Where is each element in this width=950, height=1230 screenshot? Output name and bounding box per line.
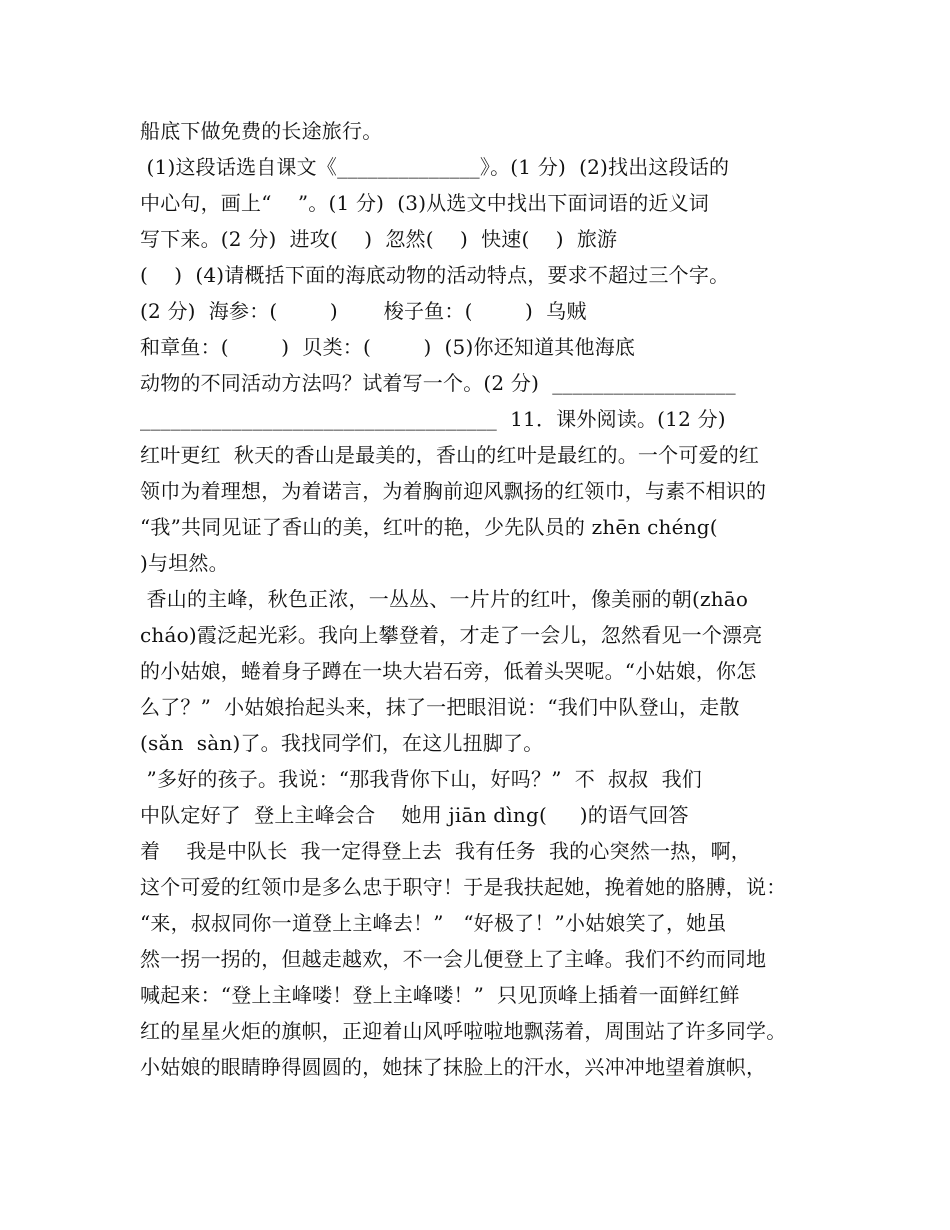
text-line: 香山的主峰，秋色正浓，一丛丛、一片片的红叶，像美丽的朝(zhāo (140, 587, 749, 611)
text-line: cháo)霞泛起光彩。我向上攀登着，才走了一会儿，忽然看见一个漂亮 (140, 623, 763, 647)
text-line: 喊起来：“登上主峰喽！登上主峰喽！” 只见顶峰上插着一面鲜红鲜 (140, 983, 740, 1007)
text-line: (2 分) 海参：( ) 梭子鱼：( ) 乌贼 (140, 299, 587, 323)
text-line: 领巾为着理想，为着诺言，为着胸前迎风飘扬的红领巾，与素不相识的 (140, 479, 767, 503)
text-line: (1)这段话选自课文《______________》。(1 分) (2)找出这段话的 (140, 155, 730, 179)
text-line: 和章鱼：( ) 贝类：( ) (5)你还知道其他海底 (140, 335, 636, 359)
text-line: 小姑娘的眼睛睁得圆圆的，她抹了抹脸上的汗水，兴冲冲地望着旗帜， (140, 1055, 767, 1079)
text-line: ”多好的孩子。我说：“那我背你下山，好吗？” 不 叔叔 我们 (140, 767, 702, 791)
text-line: 然一拐一拐的，但越走越欢，不一会儿便登上了主峰。我们不约而同地 (140, 947, 767, 971)
text-line: 么了？” 小姑娘抬起头来，抹了一把眼泪说：“我们中队登山，走散 (140, 695, 740, 719)
text-line: 中心句，画上“ ”。(1 分) (3)从选文中找出下面词语的近义词 (140, 191, 710, 215)
text-line: 红的星星火炬的旗帜，正迎着山风呼啦啦地飘荡着，周围站了许多同学。 (140, 1019, 787, 1043)
text-line: )与坦然。 (140, 551, 229, 575)
text-line: 的小姑娘，蜷着身子蹲在一块大岩石旁，低着头哭呢。“小姑娘，你怎 (140, 659, 757, 683)
text-line: 动物的不同活动方法吗？试着写一个。(2 分) __________________ (140, 371, 736, 395)
text-line: (sǎn sàn)了。我找同学们，在这儿扭脚了。 (140, 731, 544, 755)
text-line: 红叶更红 秋天的香山是最美的，香山的红叶是最红的。一个可爱的红 (140, 443, 760, 467)
text-line: 着 我是中队长 我一定得登上去 我有任务 我的心突然一热，啊， (140, 839, 751, 863)
text-line: ___________________________________ 11．课外阅读。(12 分) (140, 407, 726, 431)
text-line: 这个可爱的红领巾是多么忠于职守！于是我扶起她，挽着她的胳膊，说： (140, 875, 787, 899)
text-line: 写下来。(2 分) 进攻( ) 忽然( ) 快速( ) 旅游 (140, 227, 618, 251)
text-line: “来，叔叔同你一道登上主峰去！” “好极了！”小姑娘笑了，她虽 (140, 911, 727, 935)
text-line: ( ) (4)请概括下面的海底动物的活动特点，要求不超过三个字。 (140, 263, 730, 287)
text-line: 中队定好了 登上主峰会合 她用 jiān dìng( )的语气回答 (140, 803, 689, 827)
text-line: “我”共同见证了香山的美，红叶的艳，少先队员的 zhēn chéng( (140, 515, 718, 539)
text-line: 船底下做免费的长途旅行。 (140, 119, 383, 143)
